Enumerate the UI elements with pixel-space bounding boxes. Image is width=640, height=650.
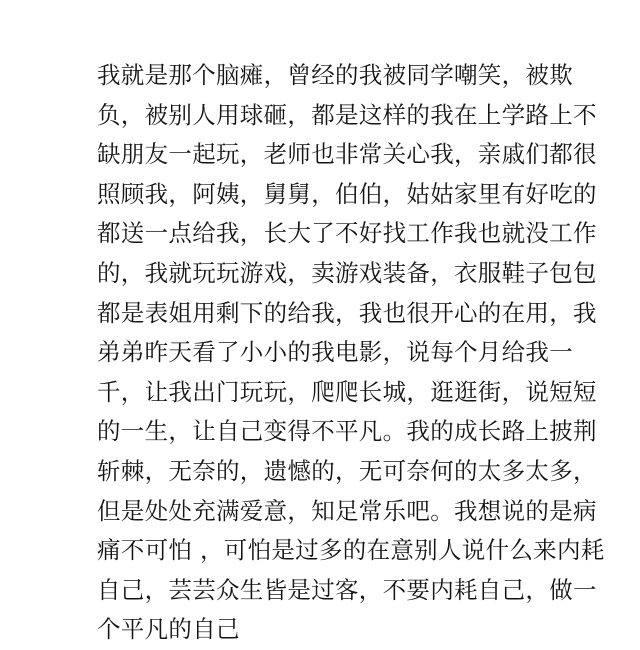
text-line-cut-off: 个平凡的自己 <box>97 615 240 644</box>
text-line: 痛不可怕 ，可怕是过多的在意别人说什么来内耗 <box>97 536 605 565</box>
text-line: 的一生，让自己变得不平凡。我的成长路上披荆 <box>97 417 597 446</box>
text-line: 我就是那个脑瘫，曾经的我被同学嘲笑，被欺 <box>97 61 573 89</box>
text-line: 自己，芸芸众生皆是过客，不要内耗自己，做一 <box>97 575 597 604</box>
text-line: 斩棘，无奈的，遗憾的，无可奈何的太多太多， <box>97 456 597 485</box>
text-line: 都是表姐用剩下的给我，我也很开心的在用，我 <box>97 298 597 327</box>
text-line: 负，被别人用球砸，都是这样的我在上学路上不 <box>97 100 597 129</box>
text-line: 弟弟昨天看了小小的我电影，说每个月给我一 <box>97 338 573 367</box>
text-line: 缺朋友一起玩，老师也非常关心我，亲戚们都很 <box>97 140 597 169</box>
text-line: 但是处处充满爱意，知足常乐吧。我想说的是病 <box>97 496 597 525</box>
post-text <box>97 56 617 644</box>
text-line: 照顾我，阿姨，舅舅，伯伯，姑姑家里有好吃的 <box>97 179 597 208</box>
text-line: 千，让我出门玩玩，爬爬长城，逛逛街，说短短 <box>97 377 597 406</box>
text-line: 都送一点给我，长大了不好找工作我也就没工作 <box>97 219 597 248</box>
text-line: 的，我就玩玩游戏，卖游戏装备，衣服鞋子包包 <box>97 258 597 287</box>
